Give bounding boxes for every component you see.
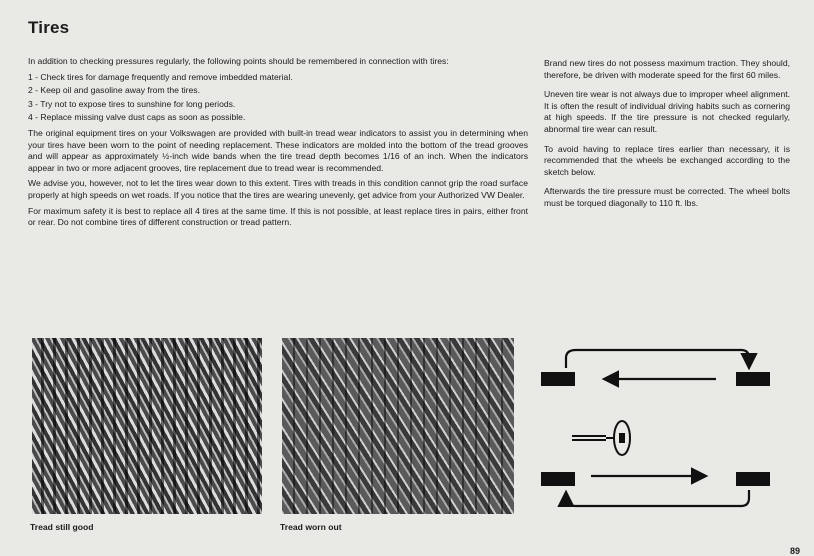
front-left-tire-icon	[541, 372, 575, 386]
uneven-wear-paragraph: Uneven tire wear is not always due to improper wheel alignment. It is often the result of individual driving habits such as cornering at high speeds. If the tire pressure is not checked regularly, abnormal tire wear can result.	[544, 89, 791, 134]
rotation-arrow-top-icon	[566, 350, 749, 368]
tread-worn-photo	[282, 338, 514, 514]
left-column	[28, 56, 528, 233]
tread-good-photo	[32, 338, 262, 514]
front-right-tire-icon	[736, 372, 770, 386]
rear-right-tire-icon	[736, 472, 770, 486]
list-item: 3 - Try not to expose tires to sunshine for long periods.	[28, 98, 236, 109]
tire-rotation-diagram	[536, 340, 786, 520]
wear-indicator-paragraph: The original equipment tires on your Volkswagen are provided with built-in tread wear indicators to assist you in determining when your tires have been worn to the point of needing replacement. These indicators are molded into the bottom of the tread grooves and will appear as approximately ½-inch wide bands when the tire tread depth becomes 1/16 of an inch. When the indicators appear in two or more adjacent grooves, tire replacement due to tread wear is recommended.	[28, 127, 528, 173]
page-title: Tires	[28, 18, 70, 37]
right-column	[544, 58, 790, 218]
rotation-arrow-bottom-icon	[566, 490, 749, 506]
list-item: 2 - Keep oil and gasoline away from the tires.	[28, 85, 200, 96]
advice-paragraph: We advise you, however, not to let the tires wear down to this extent. Tires with treads in this condition cannot grip the road surface properly at high speeds on wet roads. If you notice that the tires are wearing unevenly, get advice from your Authorized VW Dealer.	[28, 178, 528, 200]
list-item: 1 - Check tires for damage frequently and remove imbedded material.	[28, 71, 293, 82]
rotation-paragraph: To avoid having to replace tires earlier than necessary, it is recommended that the wheels be exchanged according to the sketch below.	[544, 143, 790, 177]
rear-left-tire-icon	[541, 472, 575, 486]
new-tires-paragraph: Brand new tires do not possess maximum traction. They should, therefore, be driven with moderate speed for the first 60 miles.	[544, 58, 790, 80]
list-item: 4 - Replace missing valve dust caps as soon as possible.	[28, 112, 246, 123]
torque-paragraph: Afterwards the tire pressure must be corrected. The wheel bolts must be torqued diagonally to 110 ft. lbs.	[544, 186, 790, 208]
page-number: 89	[789, 546, 800, 556]
intro-paragraph: In addition to checking pressures regularly, the following points should be remembered in connection with tires:	[28, 56, 449, 66]
caption-tread-worn: Tread worn out	[280, 522, 342, 532]
safety-paragraph: For maximum safety it is best to replace all 4 tires at the same time. If this is not possible, at least replace tires in pairs, either front or rear. Do not combine tires of different construction or tread pattern.	[28, 205, 528, 228]
caption-tread-good: Tread still good	[30, 522, 94, 532]
